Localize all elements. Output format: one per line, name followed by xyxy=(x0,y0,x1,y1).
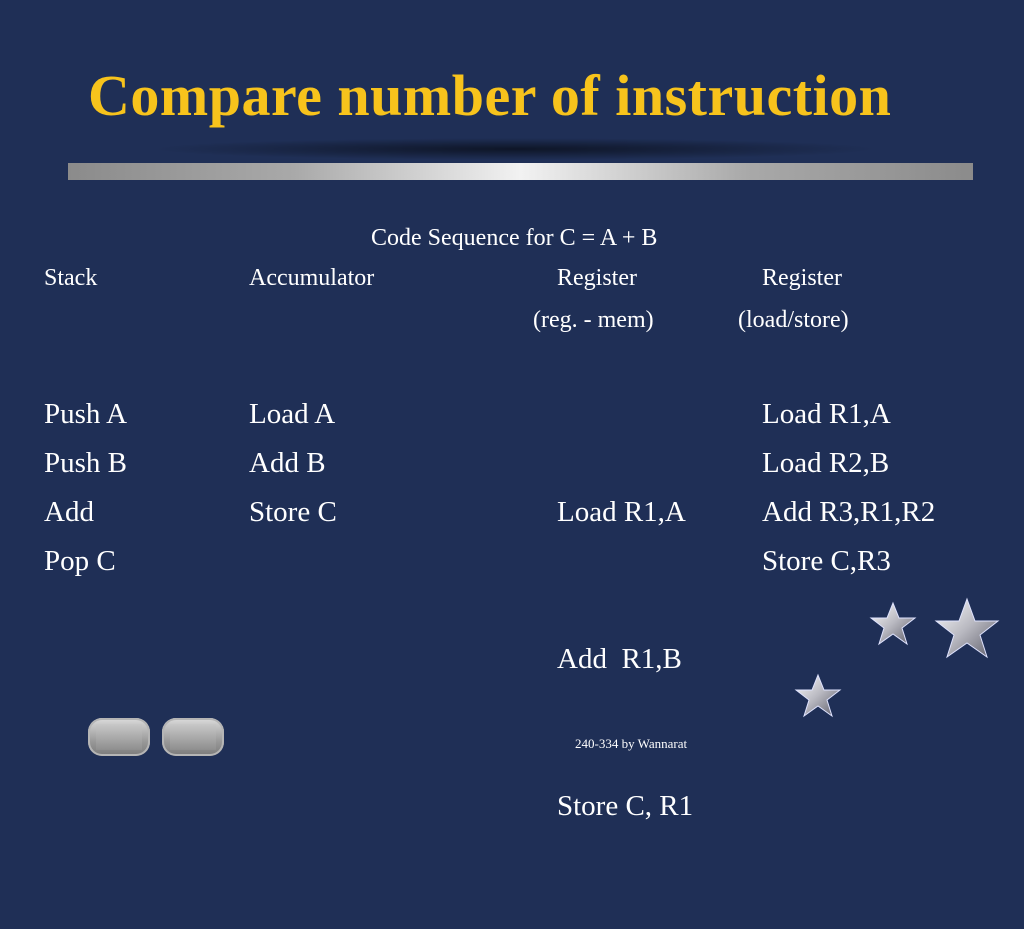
next-slide-button[interactable] xyxy=(162,718,224,756)
stars-icon xyxy=(760,585,1010,735)
slide-title: Compare number of instruction xyxy=(88,63,892,128)
code-line: Add R1,B xyxy=(557,643,682,675)
code-line: Push A xyxy=(44,398,128,430)
column-register-load-store xyxy=(762,390,935,586)
code-line: Store C, R1 xyxy=(557,790,694,822)
column-accumulator xyxy=(249,390,337,537)
header-accumulator: Accumulator xyxy=(249,265,375,291)
code-line: Load R1,A xyxy=(762,398,891,430)
code-line: Add B xyxy=(249,447,326,479)
code-line: Load R1,A xyxy=(557,496,686,528)
slide-footer: 240-334 by Wannarat xyxy=(575,736,688,751)
code-sequence-caption: Code Sequence for C = A + B xyxy=(371,225,658,251)
column-stack xyxy=(44,390,127,586)
code-line: Add R3,R1,R2 xyxy=(762,496,936,528)
code-line: Load A xyxy=(249,398,336,430)
header-register-reg-mem: Register xyxy=(557,265,637,291)
title-shadow xyxy=(150,138,880,160)
code-line: Load R2,B xyxy=(762,447,890,479)
column-register-reg-mem xyxy=(557,390,693,929)
next-slide-icon xyxy=(170,724,216,750)
subheader-reg-mem: (reg. - mem) xyxy=(533,307,654,333)
code-line: Add xyxy=(44,496,94,528)
title-divider xyxy=(68,163,973,180)
code-line: Store C,R3 xyxy=(762,545,891,577)
prev-slide-button[interactable] xyxy=(88,718,150,756)
prev-slide-icon xyxy=(96,724,142,750)
code-line: Store C xyxy=(249,496,337,528)
header-register-load-store: Register xyxy=(762,265,842,291)
header-stack: Stack xyxy=(44,265,98,291)
subheader-load-store: (load/store) xyxy=(738,307,849,333)
code-line: Pop C xyxy=(44,545,116,577)
code-line: Push B xyxy=(44,447,128,479)
